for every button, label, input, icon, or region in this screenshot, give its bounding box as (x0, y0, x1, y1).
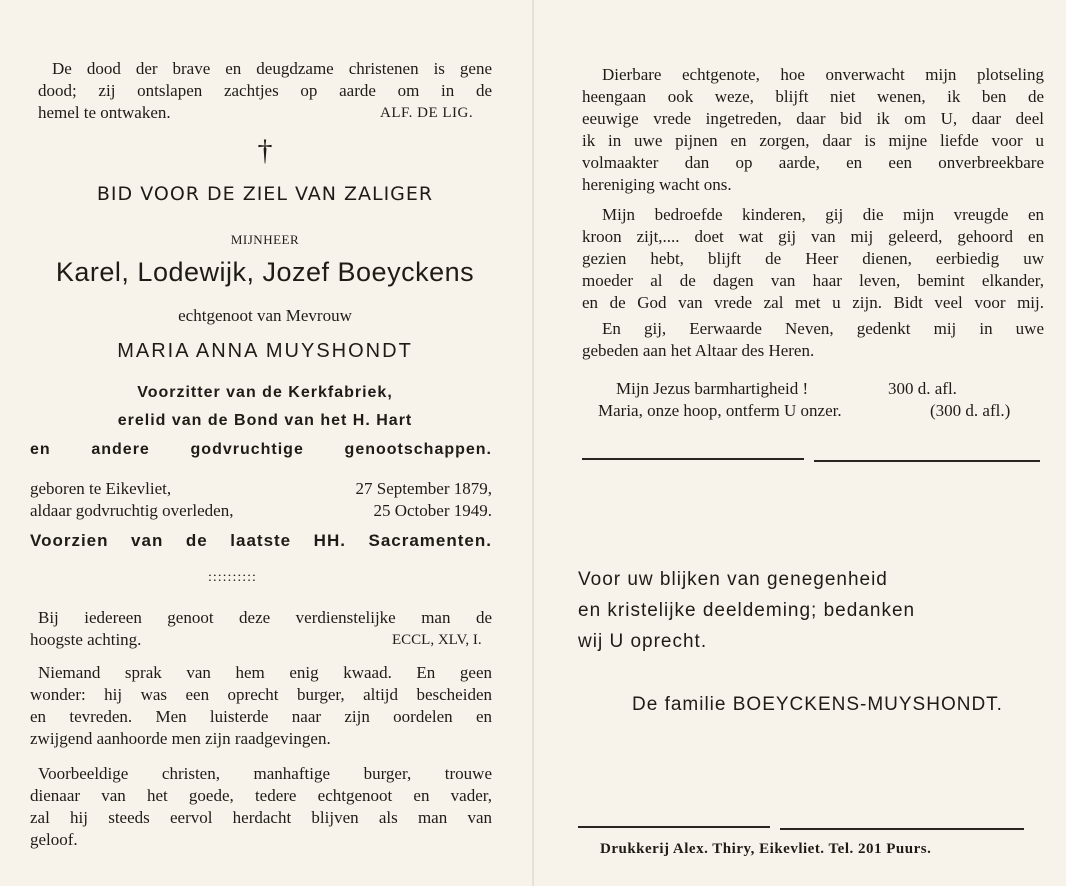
thanks-line: en kristelijke deeldeming; bedanken (578, 600, 916, 621)
paragraph-line: Voorbeeldige christen, manhaftige burger, trouwe (38, 764, 492, 783)
paragraph-line: hereniging wacht ons. (582, 175, 732, 194)
paragraph-line: eeuwige vrede ingetreden, daar bid ik om U, daar deel (582, 109, 1044, 128)
paragraph-line: volmaakter dan op aarde, en een onverbreekbare (582, 153, 1044, 172)
thanks-line: wij U oprecht. (578, 631, 708, 652)
card-fold (532, 0, 534, 886)
prayer-text: Maria, onze hoop, ontferm U onzer. (598, 401, 842, 420)
divider (582, 458, 804, 460)
quote-source: ECCL, XLV, I. (392, 632, 482, 648)
paragraph-line: moeder al de dagen van haar leven, bemint elkander, (582, 271, 1044, 290)
role-line: en andere godvruchtige genootschappen. (30, 441, 492, 458)
divider (578, 826, 770, 828)
paragraph-line: gebeden aan het Altaar des Heren. (582, 341, 815, 360)
honorific: MIJNHEER (230, 232, 300, 247)
paragraph-line: Niemand sprak van hem enig kwaad. En geen (38, 663, 492, 682)
paragraph-line: En gij, Eerwaarde Neven, gedenkt mij in uwe (602, 319, 1044, 338)
paragraph-line: Bij iedereen genoot deze verdienstelijke man de (38, 608, 492, 627)
cross-icon: † (257, 134, 273, 167)
paragraph-line: gezien hebt, blijft de Heer dienen, eerbiedig uw (582, 249, 1044, 268)
prayer-heading: BID VOOR DE ZIEL VAN ZALIGER (96, 183, 434, 205)
death-row (30, 500, 492, 522)
epigraph-line: De dood der brave en deugdzame christenen is gene (52, 59, 492, 78)
separator: :::::::::: (208, 570, 257, 585)
divider (780, 828, 1024, 830)
printer-line: Drukkerij Alex. Thiry, Eikevliet. Tel. 201 Puurs. (600, 841, 932, 857)
sacraments-line: Voorzien van de laatste HH. Sacramenten. (30, 531, 492, 550)
birth-date: 27 September 1879, (355, 479, 492, 498)
paragraph-line: Dierbare echtgenote, hoe onverwacht mijn plotseling (602, 65, 1044, 84)
thanks-line: Voor uw blijken van genegenheid (578, 569, 888, 590)
paragraph-line: kroon zijt,.... doet wat gij van mij geleerd, gehoord en (582, 227, 1044, 246)
paragraph-line: zwijgend aanhoorde men zijn raadgevingen. (30, 729, 331, 748)
spouse-name: MARIA ANNA MUYSHONDT (117, 340, 413, 362)
divider (814, 460, 1040, 462)
paragraph-line: zal hij steeds eervol herdacht blijven als man van (30, 808, 492, 827)
paragraph-line: wonder: hij was een oprecht burger, altijd bescheiden (30, 685, 492, 704)
birth-row (30, 478, 492, 500)
prayer-text: Mijn Jezus barmhartigheid ! (616, 379, 809, 398)
paragraph-line: heengaan ook weze, blijft niet wenen, ik ben de (582, 87, 1044, 106)
birth-label: geboren te Eikevliet, (30, 479, 172, 498)
deceased-name: Karel, Lodewijk, Jozef Boeyckens (55, 257, 475, 287)
epigraph-line: dood; zij ontslapen zachtjes op aarde om in de (38, 81, 492, 100)
family-signature: De familie BOEYCKENS-MUYSHONDT. (632, 694, 1003, 715)
spouse-line: echtgenoot van Mevrouw (178, 306, 352, 325)
paragraph-line: hoogste achting. (30, 630, 142, 649)
death-label: aldaar godvruchtig overleden, (30, 501, 234, 520)
paragraph-line: dienaar van het goede, tedere echtgenoot en vader, (30, 786, 492, 805)
paragraph-line: en de God van vrede zal met u zijn. Bidt veel voor mij. (582, 293, 1044, 312)
epigraph-line: hemel te ontwaken. (38, 103, 171, 122)
paragraph-line: ik in uwe pijnen en zorgen, daar is mijne liefde voor u (582, 131, 1044, 150)
paragraph-line: geloof. (30, 830, 78, 849)
role-line: erelid van de Bond van het H. Hart (117, 412, 413, 429)
paragraph-line: en tevreden. Men luisterde naar zijn oordelen en (30, 707, 492, 726)
paragraph-line: Mijn bedroefde kinderen, gij die mijn vreugde en (602, 205, 1044, 224)
epigraph-source: ALF. DE LIG. (380, 105, 474, 121)
prayer-indulgence: (300 d. afl.) (930, 401, 1011, 420)
prayer-indulgence: 300 d. afl. (888, 379, 957, 398)
death-date: 25 October 1949. (373, 501, 492, 520)
role-line: Voorzitter van de Kerkfabriek, (137, 384, 393, 401)
